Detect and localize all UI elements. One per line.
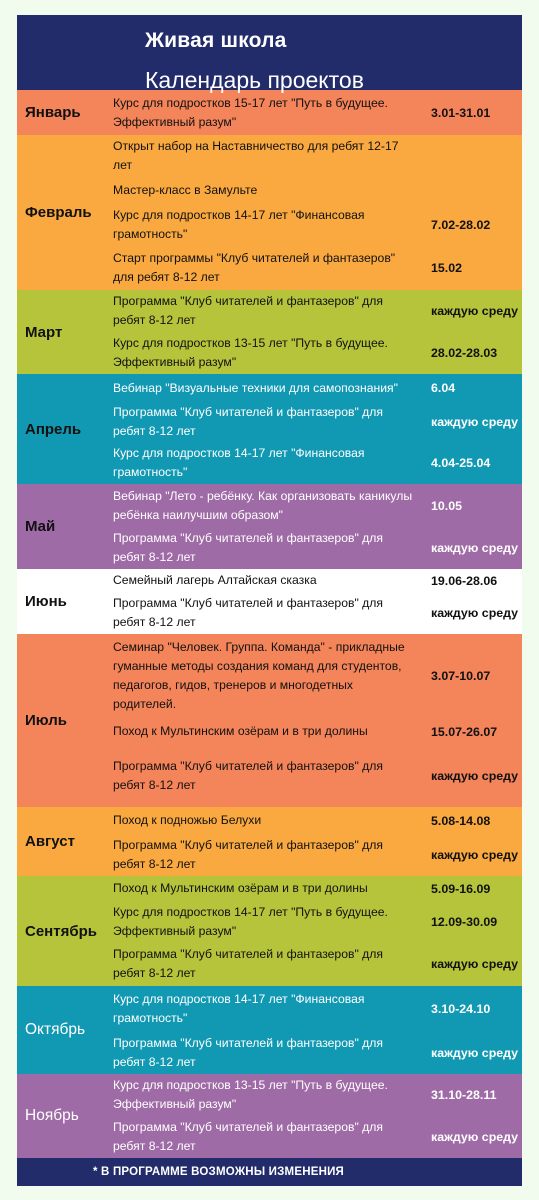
event-text: Курс для подростков 13-15 лет "Путь в будущее. Эффективный разум": [113, 336, 388, 370]
event-text: Программа "Клуб читателей и фантазеров" для ребят 8-12 лет: [113, 531, 383, 565]
event-row: [107, 402, 522, 441]
event-text: Семейный лагерь Алтайская сказка: [113, 573, 317, 588]
event-row: [107, 592, 522, 634]
event-date: каждую среду: [431, 1045, 519, 1060]
month-events: [107, 986, 522, 1074]
event-date: каждую среду: [431, 304, 519, 319]
month-events: [107, 634, 522, 807]
month-block: [17, 807, 522, 876]
month-block: [17, 90, 522, 135]
event-row: [107, 1074, 522, 1116]
event-row: [107, 942, 522, 986]
event-text: Вебинар "Визуальные техники для самопознания": [113, 380, 398, 395]
month-block: [17, 569, 522, 634]
event-row: [107, 634, 522, 718]
event-row: [107, 135, 522, 176]
month-block: [17, 1074, 522, 1158]
event-row: [107, 1031, 522, 1074]
event-date: 3.01-31.01: [431, 105, 491, 120]
event-text: Программа "Клуб читателей и фантазеров" для ребят 8-12 лет: [113, 1035, 383, 1069]
event-date: каждую среду: [431, 414, 519, 429]
month-name: Май: [25, 518, 56, 536]
event-date: 5.08-14.08: [431, 813, 491, 828]
event-row: [107, 527, 522, 569]
month-name: Октябрь: [25, 1021, 86, 1039]
event-row: [107, 205, 522, 245]
month-name: Июнь: [25, 593, 67, 611]
event-text: Открыт набор на Наставничество для ребят 12-17 лет: [113, 138, 399, 172]
event-text: Курс для подростков 14-17 лет "Финансовая грамотность": [113, 208, 365, 242]
event-date: каждую среду: [431, 957, 519, 972]
month-events: [107, 135, 522, 290]
event-date: 4.04-25.04: [431, 455, 491, 470]
month-name: Август: [25, 833, 75, 851]
month-name: Сентябрь: [25, 922, 97, 940]
month-block: [17, 290, 522, 374]
months-list: [17, 90, 522, 1158]
event-text: Программа "Клуб читателей и фантазеров" для ребят 8-12 лет: [113, 838, 383, 872]
event-row: [107, 245, 522, 290]
footer-banner: [17, 1158, 522, 1186]
month-block: [17, 484, 522, 569]
event-row: [107, 901, 522, 942]
month-events: [107, 374, 522, 484]
event-row: [107, 807, 522, 834]
month-name: Апрель: [25, 420, 82, 438]
event-text: Мастер-класс в Замульте: [113, 183, 258, 198]
month-events: [107, 807, 522, 876]
month-name: Февраль: [25, 204, 92, 222]
event-text: Курс для подростков 14-17 лет "Финансовая грамотность": [113, 445, 365, 479]
month-events: [107, 569, 522, 634]
event-text: Вебинар "Лето - ребёнку. Как организовать каникулы ребёнка наилучшим образом": [113, 488, 413, 522]
event-date: 15.02: [431, 260, 463, 275]
school-title: Живая школа: [145, 29, 287, 52]
event-row: [107, 90, 522, 135]
event-date: каждую среду: [431, 541, 519, 556]
changes-note: * В ПРОГРАММЕ ВОЗМОЖНЫ ИЗМЕНЕНИЯ: [92, 1166, 345, 1179]
month-events: [107, 484, 522, 569]
month-events: [107, 290, 522, 374]
event-date: 10.05: [431, 498, 463, 513]
month-events: [107, 876, 522, 986]
event-date: 19.06-28.06: [431, 573, 498, 588]
event-date: 5.09-16.09: [431, 881, 491, 896]
month-block: [17, 876, 522, 986]
month-events: [107, 90, 522, 135]
event-row: [107, 986, 522, 1031]
event-row: [107, 374, 522, 402]
event-date: 3.10-24.10: [431, 1001, 491, 1016]
event-date: 7.02-28.02: [431, 218, 491, 233]
event-row: [107, 834, 522, 876]
event-text: Программа "Клуб читателей и фантазеров" для ребят 8-12 лет: [113, 294, 383, 328]
event-text: Поход к подножью Белухи: [113, 813, 262, 828]
event-date: 31.10-28.11: [431, 1088, 497, 1103]
event-text: Программа "Клуб читателей и фантазеров" для ребят 8-12 лет: [113, 1120, 383, 1154]
event-date: 15.07-26.07: [431, 724, 498, 739]
event-date: 6.04: [431, 381, 456, 396]
event-text: Программа "Клуб читателей и фантазеров" для ребят 8-12 лет: [113, 596, 383, 630]
event-row: [107, 876, 522, 901]
event-text: Курс для подростков 14-17 лет "Путь в будущее. Эффективный разум": [113, 904, 388, 938]
event-date: 28.02-28.03: [431, 346, 498, 361]
event-text: Поход к Мультинским озёрам и в три долины: [113, 724, 368, 739]
calendar-title: Календарь проектов: [145, 67, 364, 93]
event-row: [107, 569, 522, 592]
event-row: [107, 332, 522, 374]
event-date: 12.09-30.09: [431, 914, 498, 929]
event-date: каждую среду: [431, 848, 519, 863]
event-row: [107, 441, 522, 484]
event-row: [107, 290, 522, 332]
event-row: [107, 1116, 522, 1158]
month-block: [17, 986, 522, 1074]
month-name: Июль: [25, 712, 67, 730]
event-date: 3.07-10.07: [431, 669, 491, 684]
event-row: [107, 718, 522, 745]
event-text: Программа "Клуб читателей и фантазеров" для ребят 8-12 лет: [113, 404, 383, 438]
event-row: [107, 484, 522, 527]
event-date: каждую среду: [431, 769, 519, 784]
event-text: Курс для подростков 14-17 лет "Финансовая грамотность": [113, 991, 365, 1025]
month-block: [17, 634, 522, 807]
event-text: Поход к Мультинским озёрам и в три долины: [113, 881, 368, 896]
event-text: Программа "Клуб читателей и фантазеров" для ребят 8-12 лет: [113, 759, 383, 793]
event-date: каждую среду: [431, 606, 519, 621]
month-name: Январь: [25, 104, 81, 122]
event-text: Программа "Клуб читателей и фантазеров" для ребят 8-12 лет: [113, 947, 383, 981]
month-block: [17, 135, 522, 290]
event-text: Семинар "Человек. Группа. Команда" - прикладные гуманные методы создания команд для студентов, педагогов, гидов, тренеров и многодетных родителей.: [113, 640, 405, 712]
event-date: каждую среду: [431, 1130, 519, 1145]
event-row: [107, 745, 522, 807]
event-text: Курс для подростков 15-17 лет "Путь в будущее. Эффективный разум": [113, 95, 388, 129]
month-name: Март: [25, 323, 63, 341]
event-row: [107, 176, 522, 205]
event-text: Старт программы "Клуб читателей и фантазеров" для ребят 8-12 лет: [113, 250, 396, 284]
header-banner: [17, 15, 522, 93]
calendar-poster: [17, 15, 522, 1186]
month-block: [17, 374, 522, 484]
event-text: Курс для подростков 13-15 лет "Путь в будущее. Эффективный разум": [113, 1078, 388, 1112]
month-events: [107, 1074, 522, 1158]
month-name: Ноябрь: [25, 1107, 79, 1125]
